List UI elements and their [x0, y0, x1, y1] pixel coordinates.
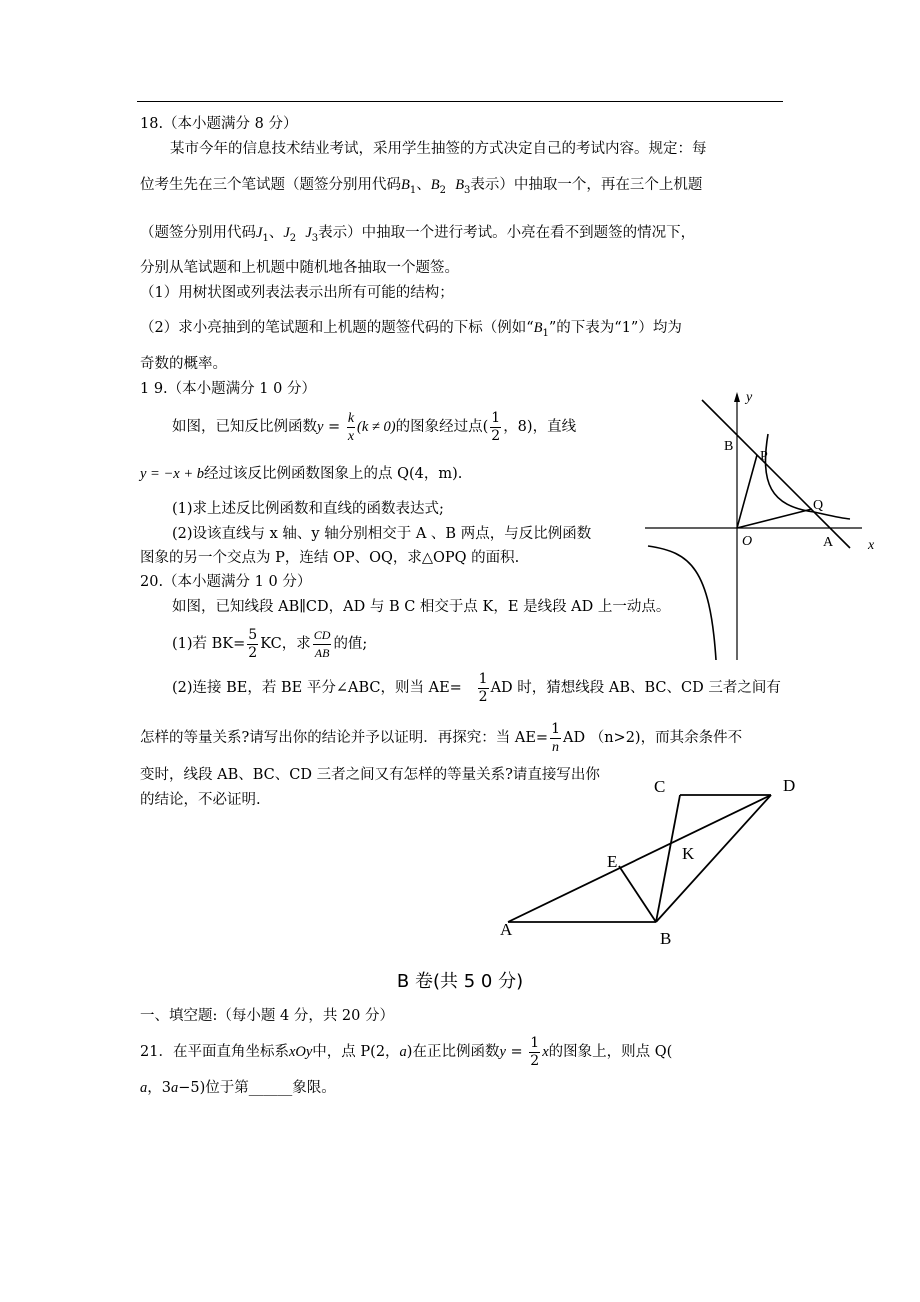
- top-rule: [137, 101, 783, 102]
- var-j2: J: [283, 225, 290, 241]
- var-b3: B: [455, 177, 465, 193]
- var-b2: B: [430, 177, 440, 193]
- q20-header: 20.（本小题满分 1 0 分）: [140, 574, 312, 590]
- q19-line5: 图象的另一个交点为 P，连结 OP、OQ，求△OPQ 的面积.: [140, 550, 520, 566]
- segment-ad: [508, 795, 771, 922]
- var-b1: B: [401, 177, 410, 193]
- q20-line5: 变时，线段 AB、BC、CD 三者之间又有怎样的等量关系?请直接写出你: [140, 767, 600, 783]
- q19-line4: (2)设该直线与 x 轴、y 轴分别相交于 A 、B 两点，与反比例函数: [172, 526, 592, 542]
- label-p: P: [760, 449, 768, 464]
- label-a: A: [500, 920, 513, 939]
- segment-op: [737, 455, 757, 528]
- label-b: B: [660, 929, 672, 948]
- q18-line2a: 位考生先在三个笔试题（题签分别用代码: [140, 177, 401, 193]
- q20-line2: (1)若 BK= $\frac{5}{2}$ KC，求 $\frac{CD}{AB}$ 的值;: [172, 626, 368, 661]
- y-axis-arrow: [734, 392, 740, 402]
- answer-blank[interactable]: ______: [248, 1080, 293, 1096]
- segment-bc: [656, 795, 680, 922]
- q18-line1: 某市今年的信息技术结业考试，采用学生抽签的方式决定自己的考试内容。规定：每: [170, 141, 707, 157]
- q20-line1: 如图，已知线段 AB∥CD，AD 与 B C 相交于点 K，E 是线段 AD 上一动点。: [172, 599, 671, 615]
- label-o: O: [742, 534, 753, 549]
- fill-in-header: 一、填空题:（每小题 4 分，共 20 分）: [140, 1008, 394, 1024]
- segment-be: [619, 866, 656, 922]
- var-j1: J: [256, 225, 263, 241]
- frac-q21-half: $\frac{1}{2}$: [530, 1034, 540, 1069]
- label-k: K: [682, 844, 695, 863]
- q19-line2: y = −x + b经过该反比例函数图象上的点 Q(4，m).: [140, 466, 463, 482]
- frac-cd-over-ab: $\frac{CD}{AB}$: [313, 627, 331, 660]
- q19-line1: 如图，已知反比例函数y = $\frac{k}{x}$ (k ≠ 0)的图象经过点( $\frac{1}{2}$ ，8)，直线: [172, 409, 577, 444]
- q19-header: 1 9.（本小题满分 1 0 分）: [140, 381, 316, 397]
- var-j3: J: [305, 225, 312, 241]
- segment-oq: [737, 509, 812, 528]
- label-d: D: [783, 776, 796, 795]
- figure-20: [495, 770, 805, 950]
- q20-line4: 怎样的等量关系?请写出你的结论并予以证明．再探究：当 AE= $\frac{1}{n}$ AD （n>2)，而其余条件不: [140, 720, 743, 755]
- q19-line3: (1)求上述反比例函数和直线的函数表达式;: [172, 501, 444, 517]
- label-a: A: [823, 535, 834, 550]
- frac-ae-half: $\frac{1}{2}$: [478, 670, 488, 705]
- hyperbola-branch-lower: [648, 546, 716, 660]
- segment-bd: [656, 795, 771, 922]
- figure-19: [640, 388, 880, 668]
- q18-line5: （1）用树状图或列表法表示出所有可能的结构；: [140, 285, 454, 301]
- label-x: x: [868, 538, 875, 553]
- label-c: C: [654, 777, 666, 796]
- q21-line2: a，3a−5)位于第______象限。: [140, 1080, 336, 1096]
- label-b: B: [724, 439, 734, 454]
- q18-line3: （题签分别用代码$J_1$、$J_2$ $J_3$表示）中抽取一个进行考试。小亮在看不到题签的情况下，: [140, 225, 696, 244]
- q18-line7: 奇数的概率。: [140, 356, 227, 372]
- frac-k-over-x: $\frac{k}{x}$: [347, 410, 355, 444]
- frac-one-over-n: $\frac{1}{n}$: [551, 720, 561, 755]
- label-e: E: [607, 852, 618, 871]
- section-b-title: B 卷(共 5 0 分): [396, 971, 524, 992]
- q21-line1: 21．在平面直角坐标系xOy中，点 P(2，a)在正比例函数y = $\frac{1}{2}$ x的图象上，则点 Q(: [140, 1034, 673, 1069]
- frac-five-halves: $\frac{5}{2}$: [248, 626, 258, 661]
- q18-line2b: 表示）中抽取一个，再在三个上机题: [470, 177, 703, 193]
- label-y: y: [746, 390, 753, 405]
- q20-line3: (2)连接 BE，若 BE 平分∠ABC，则当 AE= $\frac{1}{2}$ AD 时，猜想线段 AB、BC、CD 三者之间有: [172, 670, 781, 705]
- q18-header: 18.（本小题满分 8 分）: [140, 116, 298, 132]
- q20-line6: 的结论，不必证明.: [140, 792, 261, 808]
- line-ab: [702, 400, 850, 548]
- q18-line4: 分别从笔试题和上机题中随机地各抽取一个题签。: [140, 260, 459, 276]
- frac-one-half: $\frac{1}{2}$: [491, 409, 501, 444]
- q18-line6: （2）求小亮抽到的笔试题和上机题的题签代码的下标（例如“$B_1$”的下表为“1”）均为: [140, 320, 682, 339]
- q18-line2: 位考生先在三个笔试题（题签分别用代码$B_1$、$B_2$ $B_3$表示）中抽取一个，再在三个上机题: [140, 177, 703, 196]
- label-q: Q: [813, 498, 824, 513]
